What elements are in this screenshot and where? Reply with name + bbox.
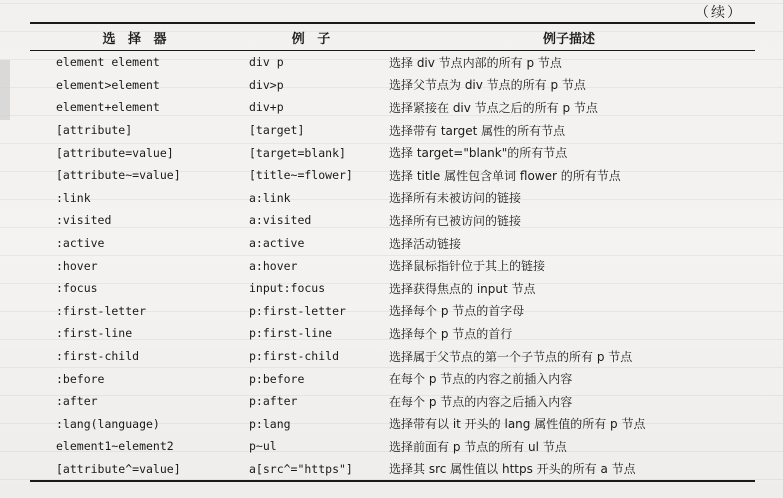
- example-cell: p:before: [249, 371, 305, 386]
- selector-cell: element1~element2: [56, 439, 174, 454]
- example-cell: p:first-letter: [249, 303, 346, 318]
- example-cell: a:active: [249, 236, 305, 251]
- description-cell: 选择获得焦点的 input 节点: [389, 281, 536, 296]
- table-row: [30, 232, 755, 255]
- table-row: [30, 435, 755, 458]
- table-row: [30, 74, 755, 97]
- selector-cell: element+element: [56, 100, 160, 115]
- example-cell: [title~=flower]: [249, 168, 353, 183]
- selector-cell: element>element: [56, 77, 160, 92]
- table-row: [30, 164, 755, 187]
- example-cell: [target=blank]: [249, 145, 346, 160]
- example-cell: a[src^="https"]: [243, 458, 383, 482]
- example-cell: input:focus: [249, 281, 326, 296]
- table-row: [30, 187, 755, 210]
- example-cell: a:link: [249, 190, 291, 205]
- selector-cell: :hover: [56, 258, 98, 273]
- example-cell: p~ul: [249, 439, 277, 454]
- description-cell: 选择紧接在 div 节点之后的所有 p 节点: [389, 100, 598, 115]
- description-cell: 选择前面有 p 节点的所有 ul 节点: [389, 439, 567, 454]
- selector-cell: [attribute=value]: [56, 145, 174, 160]
- selector-cell: :visited: [56, 213, 112, 228]
- description-cell: 选择父节点为 div 节点的所有 p 节点: [389, 78, 586, 93]
- table-row: [30, 51, 755, 74]
- header-example: 例 子: [243, 23, 383, 51]
- description-cell: 选择带有 target 属性的所有节点: [389, 123, 566, 138]
- example-cell: p:first-line: [249, 326, 333, 341]
- table-row: [30, 300, 755, 323]
- table-row: [30, 254, 755, 277]
- example-cell: div+p: [249, 100, 284, 115]
- description-cell: 在每个 p 节点的内容之后插入内容: [389, 394, 573, 409]
- selector-cell: :first-line: [56, 326, 133, 341]
- table-row: [30, 458, 755, 482]
- selector-cell: :focus: [56, 281, 98, 296]
- selector-cell: :after: [56, 394, 98, 409]
- example-cell: div p: [249, 55, 284, 70]
- header-selector: 选 择 器: [30, 23, 243, 51]
- table-row: [30, 119, 755, 142]
- selector-cell: :active: [56, 236, 105, 251]
- selector-cell: element element: [56, 55, 160, 70]
- table-header-row: [30, 23, 755, 51]
- table-row: [30, 413, 755, 436]
- table-row: [30, 390, 755, 413]
- example-cell: a:visited: [249, 213, 312, 228]
- description-cell: 选择 target="blank"的所有节点: [389, 146, 568, 161]
- table-row: [30, 322, 755, 345]
- example-cell: div>p: [249, 77, 284, 92]
- example-cell: p:first-child: [249, 349, 340, 364]
- css-selector-table: [30, 22, 755, 482]
- table-row: [30, 209, 755, 232]
- description-cell: 选择 title 属性包含单词 flower 的所有节点: [389, 168, 621, 183]
- description-cell: 选择所有未被访问的链接: [389, 191, 522, 206]
- example-cell: p:after: [249, 394, 298, 409]
- selector-cell: :lang(language): [56, 416, 160, 431]
- description-cell: 选择每个 p 节点的首行: [389, 326, 513, 341]
- description-cell: 选择其 src 属性值以 https 开头的所有 a 节点: [383, 458, 755, 482]
- selector-cell: :link: [56, 190, 91, 205]
- table-row: [30, 367, 755, 390]
- table-row: [30, 345, 755, 368]
- description-cell: 选择 div 节点内部的所有 p 节点: [389, 55, 562, 70]
- description-cell: 选择带有以 it 开头的 lang 属性值的所有 p 节点: [389, 417, 646, 432]
- table-row: [30, 277, 755, 300]
- description-cell: 选择每个 p 节点的首字母: [389, 304, 525, 319]
- selector-cell: :first-letter: [56, 303, 147, 318]
- selector-cell: [attribute~=value]: [56, 168, 181, 183]
- selector-cell: :first-child: [56, 349, 140, 364]
- selector-cell: [attribute^=value]: [30, 458, 243, 482]
- selector-cell: [attribute]: [56, 123, 133, 138]
- description-cell: 选择鼠标指针位于其上的链接: [389, 259, 546, 274]
- table-row: [30, 141, 755, 164]
- description-cell: 选择活动链接: [389, 236, 462, 251]
- description-cell: 在每个 p 节点的内容之前插入内容: [389, 372, 573, 387]
- description-cell: 选择所有已被访问的链接: [389, 213, 522, 228]
- selector-cell: :before: [56, 371, 105, 386]
- example-cell: p:lang: [249, 416, 291, 431]
- page-edge-mark: [0, 60, 10, 120]
- example-cell: [target]: [249, 123, 305, 138]
- table-row: [30, 96, 755, 119]
- header-description: 例子描述: [383, 23, 755, 51]
- description-cell: 选择属于父节点的第一个子节点的所有 p 节点: [389, 349, 633, 364]
- example-cell: a:hover: [249, 258, 298, 273]
- continued-label: （续）: [695, 5, 743, 21]
